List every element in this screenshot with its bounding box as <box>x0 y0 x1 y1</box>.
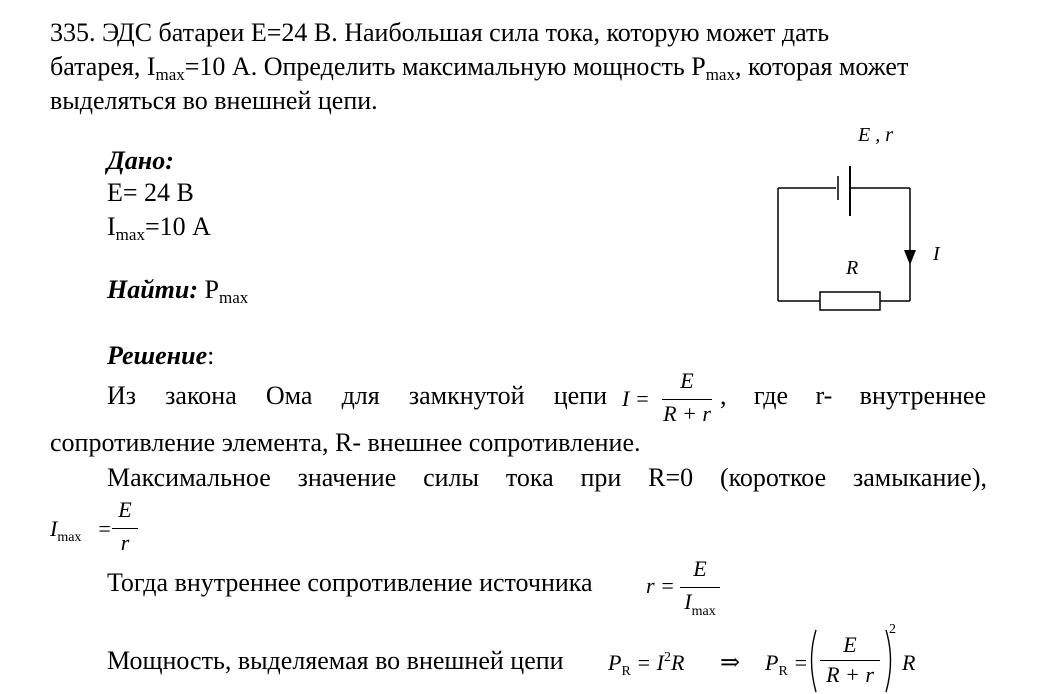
imax-numerator: E <box>118 497 132 522</box>
solution-p1-text: Из закона Ома для замкнутой цепи <box>107 381 607 410</box>
solution-heading: Решение: <box>107 341 215 370</box>
power-numerator: E <box>843 632 857 657</box>
current-arrow-icon <box>904 250 916 265</box>
circuit-diagram <box>760 118 960 318</box>
problem-line-3: выделяться во внешней цепи. <box>50 86 378 115</box>
power-exponent: 2 <box>889 622 896 637</box>
ohm-denominator: R + r <box>663 401 711 426</box>
r-denominator: $I_{max}$ <box>684 589 716 619</box>
solution-p2: Максимальное значение силы тока при R=0 (короткое замыкание), <box>107 463 987 492</box>
solution-p3: Тогда внутреннее сопротивление источника <box>107 568 593 597</box>
find-line: Найти: $P_{max}$ <box>107 275 249 307</box>
solution-p1-tail: , где r- внутреннее <box>720 381 986 410</box>
r-lhs: r = <box>646 573 675 598</box>
source-label: E , r <box>858 124 893 146</box>
current-label: I <box>933 243 940 265</box>
power-denominator: R + r <box>826 662 874 687</box>
power-lhs-2: $P_R$ = <box>765 650 809 679</box>
ohm-fraction <box>662 368 712 428</box>
ohm-numerator: E <box>680 368 694 393</box>
imax-denominator: r <box>120 530 130 555</box>
right-paren-icon <box>886 630 891 692</box>
imax-fraction <box>112 497 138 557</box>
imax-lhs: $I_{max}$ <box>50 516 82 545</box>
problem-line-1: 335. ЭДС батареи E=24 В. Наибольшая сила тока, которую может дать <box>50 18 830 47</box>
power-bar <box>820 660 880 661</box>
r-bar <box>680 587 720 588</box>
given-heading: Дано: <box>107 146 174 175</box>
left-paren-icon <box>812 630 817 692</box>
power-r: R <box>902 650 916 675</box>
problem-line-2: батарея, $I_{max}=10$ А. Определить максимальную мощность $P_{max}$, которая может <box>50 52 909 84</box>
imax-bar <box>112 528 138 529</box>
imax-eq: = <box>97 516 112 541</box>
r-numerator: E <box>693 556 707 581</box>
power-formula-1: $P_R = I^2R$ <box>608 650 685 679</box>
power-fraction <box>820 632 880 694</box>
solution-p4: Мощность, выделяемая во внешней цепи <box>107 646 564 675</box>
solution-p1-line2: сопротивление элемента, R- внешнее сопротивление. <box>50 428 641 457</box>
resistor-label: R <box>846 257 859 279</box>
resistor <box>820 292 880 310</box>
given-e-value: E= 24 В <box>107 178 194 207</box>
r-fraction <box>680 556 720 622</box>
ohm-bar <box>662 399 712 400</box>
given-imax-value: $I_{max}=10$ А <box>107 212 211 244</box>
implies-icon: ⇒ <box>720 650 741 676</box>
ohm-lhs: I = <box>622 386 650 411</box>
